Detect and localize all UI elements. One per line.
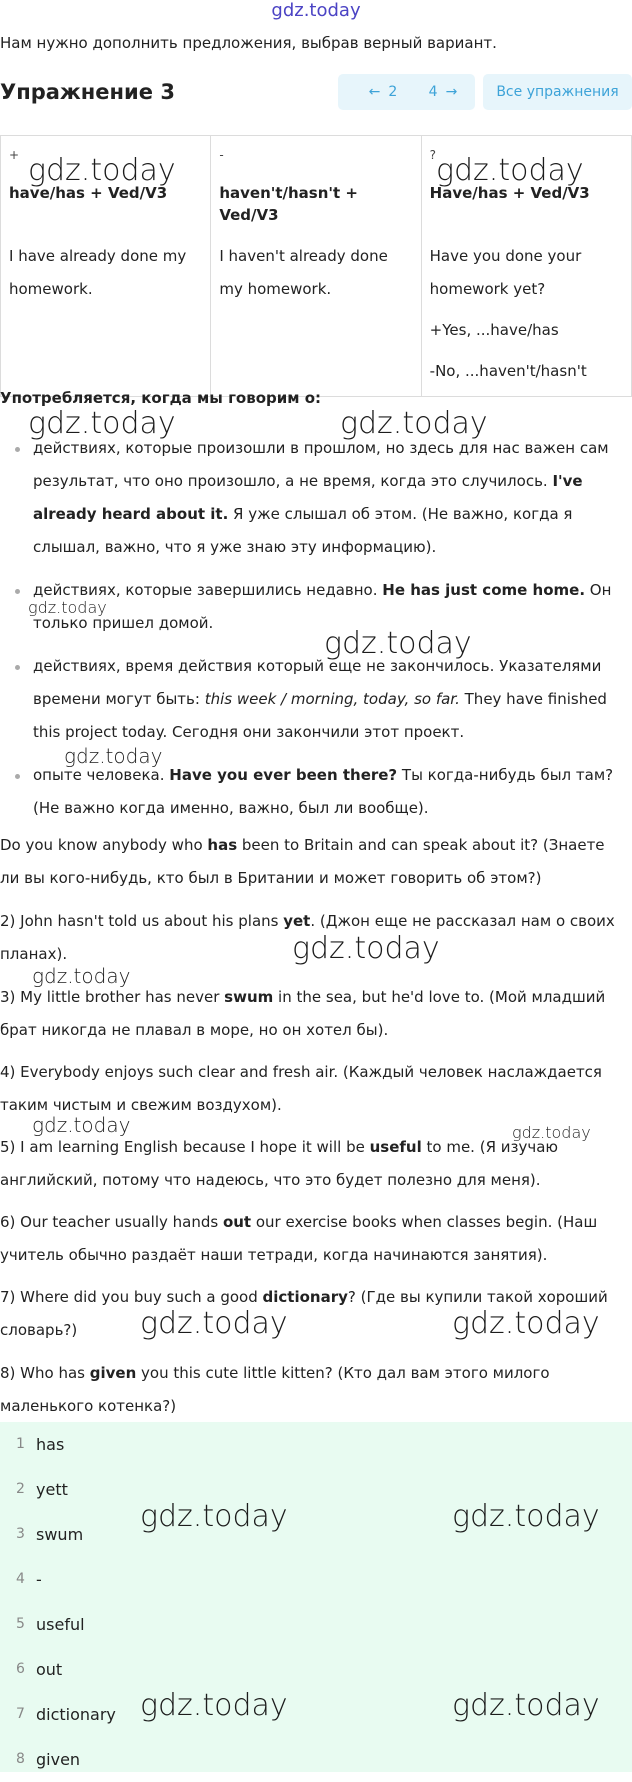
example-line: -No, ...haven't/hasn't [429, 362, 587, 380]
sentence-text: our exercise books when classes begin. (Наш учитель обычно раздаёт наши тетради, когда начинаются занятия). [0, 1213, 598, 1264]
all-exercises-button[interactable] [483, 74, 632, 110]
watermark: gdz.today [452, 1499, 600, 1534]
usage-text: действиях, которые произошли в прошлом, но здесь для нас важен сам результат, что оно произошло, а не время, когда это случилось. [33, 439, 609, 490]
sentence-text: you this cute little kitten? (Кто дал вам этого милого маленького котенка?) [0, 1364, 550, 1415]
formula-positive: have/has + Ved/V3 [1, 170, 211, 232]
watermark: gdz.today [292, 931, 440, 966]
usage-list [0, 432, 632, 835]
usage-example: He has just come home. [382, 581, 586, 599]
watermark: gdz.today [140, 1688, 288, 1723]
answer-number: 5 [16, 1616, 25, 1632]
answer-number: 2 [16, 1481, 25, 1497]
prev-exercise-label: 2 [388, 84, 398, 100]
sign-question: ? [421, 136, 631, 171]
sentence-text: 2) John hasn't told us about his plans [0, 912, 284, 930]
sentence-text: in the sea, but he'd love to. (Мой младший брат никогда не плавал в море, но он хотел бы). [0, 988, 606, 1039]
answer-number: 3 [16, 1526, 25, 1542]
answer-value: given [36, 1750, 81, 1769]
watermark: gdz.today [64, 744, 163, 768]
usage-heading: Употребляется, когда мы говорим о: [0, 389, 322, 407]
watermark: gdz.today [28, 153, 176, 188]
example-line: I have already done my homework. [9, 247, 187, 298]
page-title: Упражнение 3 [0, 80, 175, 104]
example-negative [211, 232, 421, 397]
watermark: gdz.today [452, 1306, 600, 1341]
watermark: gdz.today [512, 1123, 591, 1142]
next-exercise-button[interactable] [411, 74, 475, 110]
answer-value: swum [36, 1525, 84, 1544]
list-item [0, 432, 632, 564]
sentence-text: 5) I am learning English because I hope it will be [0, 1138, 370, 1156]
usage-example: I've already heard about it. [33, 472, 583, 523]
sentence-text: to me. (Я изучаю английский, потому что надеюсь, что это будет полезно для меня). [0, 1138, 559, 1189]
exercise-header [0, 72, 632, 114]
usage-text: Он только пришел домой. [33, 581, 612, 632]
example-line: +Yes, ...have/has [429, 321, 559, 339]
watermark: gdz.today [32, 1113, 131, 1137]
site-watermark: gdz.today [271, 0, 361, 21]
answer-number: 8 [16, 1751, 25, 1767]
arrow-right-icon: → [445, 84, 458, 100]
answer-number: 1 [16, 1436, 25, 1452]
watermark: gdz.today [140, 1499, 288, 1534]
watermark: gdz.today [28, 406, 176, 441]
sign-negative: - [211, 136, 421, 171]
answer-value: - [36, 1570, 42, 1589]
usage-text: They have finished this project today. Сегодня они закончили этот проект. [33, 690, 607, 741]
list-item [0, 650, 632, 749]
answer-value: yett [36, 1480, 68, 1499]
usage-text: опыте человека. [33, 766, 170, 784]
usage-text: Ты когда-нибудь был там? (Не важно когда именно, важно, был ли вообще). [33, 766, 614, 817]
sentence-answer: yet [283, 912, 311, 930]
sentence-text: been to Britain and can speak about it? (Знаете ли вы кого-нибудь, кто был в Британии и может говорить об этом?) [0, 836, 605, 887]
answer-value: useful [36, 1615, 85, 1634]
next-exercise-label: 4 [428, 84, 438, 100]
example-positive [1, 232, 211, 397]
sentence-answer: has [207, 836, 238, 854]
sentence-text: 7) Where did you buy such a good [0, 1288, 263, 1306]
watermark: gdz.today [452, 1688, 600, 1723]
sentence-text: Do you know anybody who [0, 836, 208, 854]
all-exercises-label: Все упражнения [496, 84, 619, 100]
example-line: I haven't already done my homework. [219, 247, 388, 298]
sentence-8 [0, 1357, 628, 1423]
answer-number: 4 [16, 1571, 25, 1587]
list-item [0, 759, 632, 825]
formula-negative: haven't/hasn't + Ved/V3 [211, 170, 421, 232]
answer-value: has [36, 1435, 65, 1454]
sign-positive: + [1, 136, 211, 171]
usage-example: Have you ever been there? [169, 766, 398, 784]
sentence-answer: swum [224, 988, 274, 1006]
sentence-text: 3) My little brother has never [0, 988, 225, 1006]
watermark: gdz.today [340, 406, 488, 441]
answer-value: dictionary [36, 1705, 116, 1724]
watermark: gdz.today [436, 153, 584, 188]
sentence-answer: out [222, 1213, 252, 1231]
sentence-text: ? (Где вы купили такой хороший словарь?) [0, 1288, 608, 1339]
sentence-3 [0, 981, 628, 1047]
formula-question: Have/has + Ved/V3 [421, 170, 631, 232]
arrow-left-icon: ← [368, 84, 381, 100]
answer-value: out [36, 1660, 63, 1679]
usage-time-markers: this week / morning, today, so far. [204, 690, 460, 708]
sentence-text: . (Джон еще не рассказал нам о своих планах). [0, 912, 615, 963]
sentence-text: 8) Who has [0, 1364, 90, 1382]
sentence-answer: given [89, 1364, 137, 1382]
sentence-text: 4) Everybody enjoys such clear and fresh air. (Каждый человек наслаждается таким чистым и свежим воздухом). [0, 1063, 602, 1114]
watermark: gdz.today [32, 964, 131, 988]
sentence-text: 6) Our teacher usually hands [0, 1213, 223, 1231]
usage-text: действиях, время действия который еще не закончилось. Указателями времени могут быть: [33, 657, 602, 708]
usage-text: действиях, которые завершились недавно. [33, 581, 383, 599]
example-line: Have you done your homework yet? [429, 247, 582, 298]
sentence-answer: dictionary [262, 1288, 348, 1306]
example-question [421, 232, 631, 397]
intro-text: Нам нужно дополнить предложения, выбрав верный вариант. [0, 34, 497, 52]
answer-number: 7 [16, 1706, 25, 1722]
watermark: gdz.today [28, 598, 107, 617]
sentence-1 [0, 829, 628, 895]
sentence-6 [0, 1206, 628, 1272]
watermark: gdz.today [140, 1306, 288, 1341]
usage-text: Я уже слышал об этом. (Не важно, когда я слышал, важно, что я уже знаю эту информацию). [33, 505, 573, 556]
watermark: gdz.today [324, 626, 472, 661]
answer-number: 6 [16, 1661, 25, 1677]
sentence-answer: useful [369, 1138, 422, 1156]
